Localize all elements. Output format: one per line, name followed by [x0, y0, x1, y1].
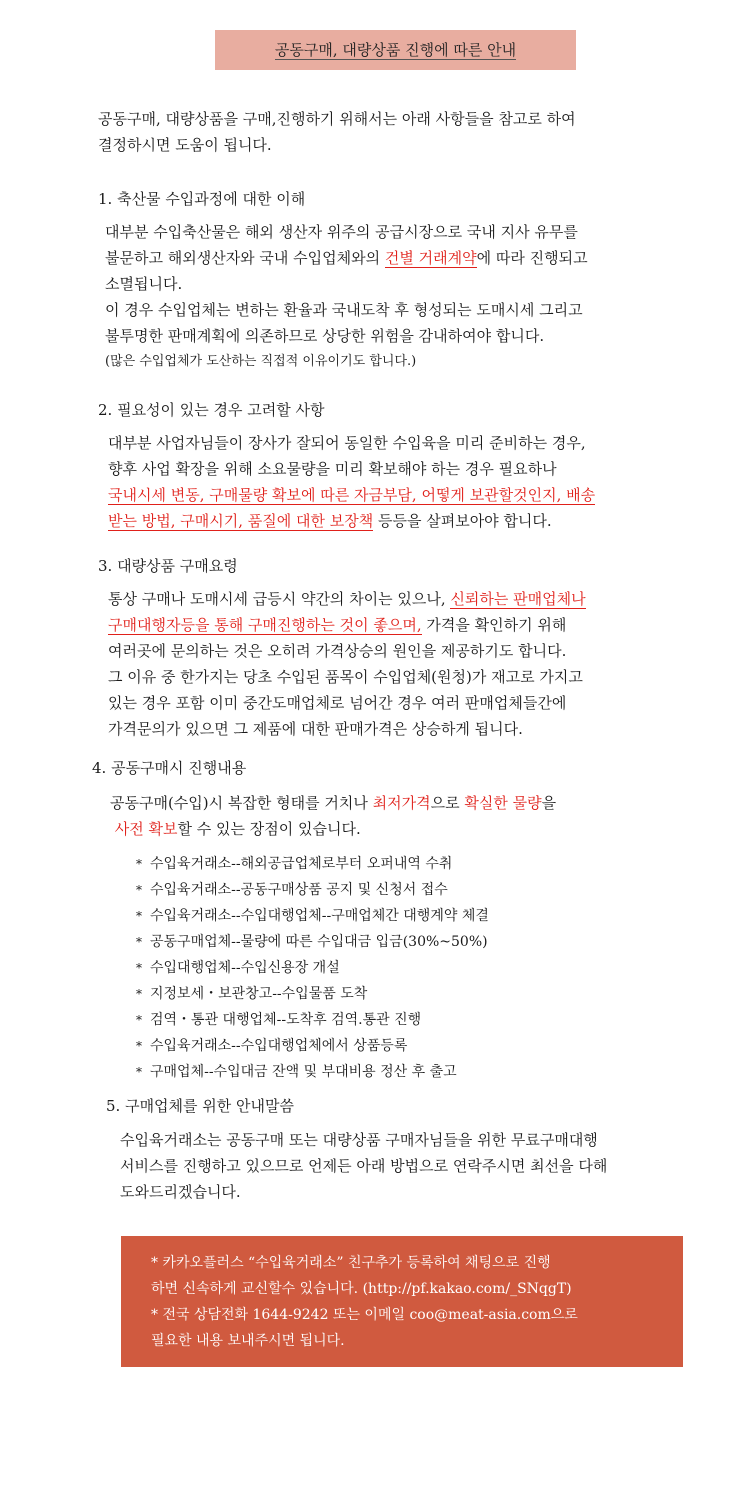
text-span: 으로	[430, 794, 465, 812]
list-item	[136, 1033, 489, 1059]
asterisk-icon: *	[136, 961, 142, 975]
contact-line: * 카카오플러스 “수입육거래소” 친구추가 등록하여 채팅으로 진행	[151, 1255, 551, 1271]
highlight-text: 건별 거래계약	[384, 249, 477, 267]
asterisk-icon: *	[136, 935, 142, 949]
text-span: 등등을 살펴보아야 합니다.	[373, 512, 552, 530]
text-line	[110, 790, 556, 816]
list-item	[136, 851, 489, 877]
list-item	[136, 929, 489, 955]
list-item-text: 수입육거래소--수입대행업체--구매업체간 대행계약 체결	[150, 908, 489, 924]
list-item-text: 수입대행업체--수입신용장 개설	[150, 960, 340, 976]
section-4-heading: 4. 공동구매시 진행내용	[92, 759, 247, 777]
text-line: 이 경우 수입업체는 변하는 환율과 국내도착 후 형성되는 도매시세 그리고	[105, 301, 583, 319]
asterisk-icon: *	[136, 909, 142, 923]
highlight-text: 사전 확보	[114, 820, 178, 838]
text-span: 불문하고 해외생산자와 국내 수입업체와의	[105, 249, 385, 267]
list-item	[136, 981, 489, 1007]
text-line: 대부분 사업자님들이 장사가 잘되어 동일한 수입육을 미리 준비하는 경우,	[108, 434, 586, 452]
text-line: 있는 경우 포함 이미 중간도매업체로 넘어간 경우 여러 판매업체들간에	[108, 694, 567, 712]
text-line: 서비스를 진행하고 있으므로 언제든 아래 방법으로 연락주시면 최선을 다해	[120, 1157, 608, 1175]
highlight-text: 최저가격	[372, 794, 431, 812]
text-line	[108, 612, 586, 638]
list-item-text: 수입육거래소--수입대행업체에서 상품등록	[150, 1038, 408, 1054]
list-item	[136, 877, 489, 903]
highlight-text: 국내시세 변동, 구매물량 확보에 따른 자금부담, 어떻게 보관할것인지, 배송	[108, 486, 596, 504]
list-item	[136, 955, 489, 981]
asterisk-icon: *	[136, 1013, 142, 1027]
text-span: 통상 구매나 도매시세 급등시 약간의 차이는 있으나,	[108, 590, 451, 608]
text-line: 그 이유 중 한가지는 당초 수입된 품목이 수입업체(원청)가 재고로 가지고	[108, 668, 583, 686]
process-step-list	[136, 851, 489, 1085]
page-title: 공동구매, 대량상품 진행에 따른 안내	[274, 40, 517, 59]
section-5-body	[120, 1127, 607, 1205]
section-1-heading: 1. 축산물 수입과정에 대한 이해	[98, 190, 306, 208]
text-line: 소멸됩니다.	[105, 275, 183, 293]
list-item-text: 수입육거래소--공동구매상품 공지 및 신청서 접수	[150, 882, 448, 898]
contact-line: 하면 신속하게 교신할수 있습니다. (http://pf.kakao.com/_SNqgT)	[151, 1281, 572, 1297]
list-item-text: 공동구매업체--물량에 따른 수입대금 입금(30%~50%)	[150, 934, 488, 950]
text-span: 가격을 확인하기 위해	[421, 616, 567, 634]
section-3-heading: 3. 대량상품 구매요령	[98, 557, 238, 575]
list-item-text: 구매업체--수입대금 잔액 및 부대비용 정산 후 출고	[150, 1064, 457, 1080]
contact-line: 필요한 내용 보내주시면 됩니다.	[151, 1333, 345, 1349]
section-3-body	[108, 586, 586, 742]
contact-line: * 전국 상담전화 1644-9242 또는 이메일 coo@meat-asia.com으로	[151, 1307, 578, 1323]
highlight-text: 받는 방법, 구매시기, 품질에 대한 보장책	[108, 512, 374, 530]
asterisk-icon: *	[136, 857, 142, 871]
list-item	[136, 1059, 489, 1085]
text-line: (많은 수입업체가 도산하는 직접적 이유이기도 합니다.)	[105, 354, 417, 369]
list-item-text: 수입육거래소--해외공급업체로부터 오퍼내역 수취	[150, 856, 453, 872]
list-item-text: 검역・통관 대행업체--도착후 검역.통관 진행	[150, 1012, 422, 1028]
title-banner	[215, 30, 576, 70]
highlight-text: 신뢰하는 판매업체나	[450, 590, 586, 608]
text-line: 불투명한 판매계획에 의존하므로 상당한 위험을 감내하여야 합니다.	[105, 327, 545, 345]
text-line	[108, 586, 586, 612]
intro-line: 결정하시면 도움이 됩니다.	[98, 136, 272, 154]
text-line: 도와드리겠습니다.	[120, 1183, 241, 1201]
text-span: 할 수 있는 장점이 있습니다.	[177, 820, 361, 838]
highlight-text: 구매대행자등을 통해 구매진행하는 것이 좋으며,	[108, 616, 422, 634]
list-item	[136, 1007, 489, 1033]
section-1-body	[105, 219, 588, 375]
section-5-heading: 5. 구매업체를 위한 안내말씀	[106, 1097, 295, 1115]
text-line: 대부분 수입축산물은 해외 생산자 위주의 공급시장으로 국내 지사 유무를	[105, 223, 578, 241]
asterisk-icon: *	[136, 1065, 142, 1079]
section-4-body	[110, 790, 556, 842]
highlight-text: 확실한 물량	[464, 794, 542, 812]
section-2-body	[108, 430, 595, 534]
text-line: 가격문의가 있으면 그 제품에 대한 판매가격은 상승하게 됩니다.	[108, 720, 523, 738]
list-item-text: 지정보세・보관창고--수입물품 도착	[150, 986, 368, 1002]
intro-paragraph	[98, 106, 576, 158]
text-line	[108, 508, 595, 534]
text-span: 에 따라 진행되고	[476, 249, 588, 267]
list-item	[136, 903, 489, 929]
asterisk-icon: *	[136, 883, 142, 897]
text-line	[110, 816, 556, 842]
asterisk-icon: *	[136, 1039, 142, 1053]
text-line: 향후 사업 확장을 위해 소요물량을 미리 확보해야 하는 경우 필요하나	[108, 460, 557, 478]
text-line: 여러곳에 문의하는 것은 오히려 가격상승의 원인을 제공하기도 합니다.	[108, 642, 567, 660]
text-line	[108, 482, 595, 508]
text-line: 수입육거래소는 공동구매 또는 대량상품 구매자님들을 위한 무료구매대행	[120, 1131, 598, 1149]
contact-info-box	[121, 1236, 683, 1367]
text-line	[105, 245, 588, 271]
text-span: 공동구매(수입)시 복잡한 형태를 거치나	[110, 794, 373, 812]
text-span: 을	[541, 794, 557, 812]
intro-line: 공동구매, 대량상품을 구매,진행하기 위해서는 아래 사항들을 참고로 하여	[98, 110, 576, 128]
asterisk-icon: *	[136, 987, 142, 1001]
section-2-heading: 2. 필요성이 있는 경우 고려할 사항	[98, 401, 325, 419]
